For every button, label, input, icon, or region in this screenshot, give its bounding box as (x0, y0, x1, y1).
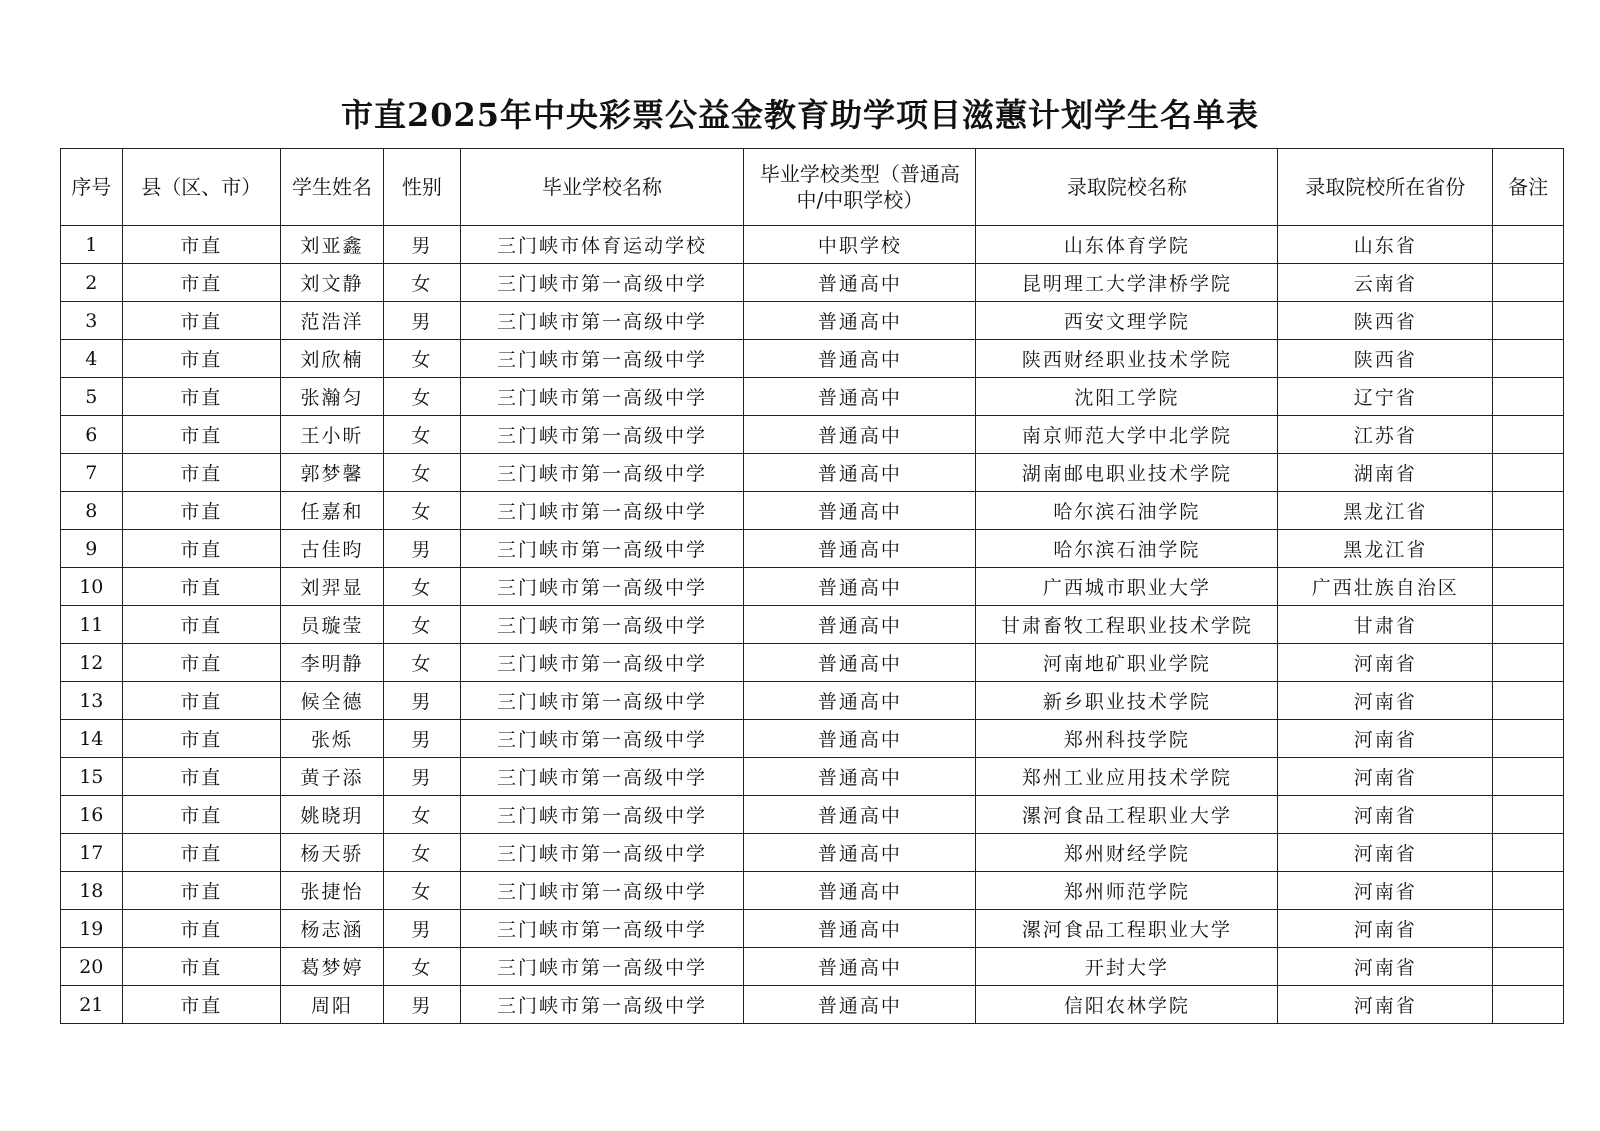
table-row (61, 530, 1564, 568)
cell-student-name: 葛梦婷 (281, 948, 384, 986)
cell-student-name: 周阳 (281, 986, 384, 1024)
table-row (61, 796, 1564, 834)
cell-graduating-school: 三门峡市第一高级中学 (460, 568, 744, 606)
cell-school-type: 普通高中 (744, 796, 976, 834)
cell-county: 市直 (122, 568, 280, 606)
cell-remarks (1493, 606, 1564, 644)
cell-index: 6 (61, 416, 123, 454)
cell-admitting-college: 开封大学 (976, 948, 1278, 986)
cell-remarks (1493, 758, 1564, 796)
header-gender: 性别 (383, 149, 460, 226)
cell-index: 13 (61, 682, 123, 720)
cell-county: 市直 (122, 720, 280, 758)
header-remarks: 备注 (1493, 149, 1564, 226)
cell-county: 市直 (122, 340, 280, 378)
header-graduating-school: 毕业学校名称 (460, 149, 744, 226)
cell-index: 5 (61, 378, 123, 416)
cell-college-province: 河南省 (1278, 986, 1493, 1024)
cell-remarks (1493, 340, 1564, 378)
cell-student-name: 张瀚匀 (281, 378, 384, 416)
cell-gender: 女 (383, 492, 460, 530)
table-header-row (61, 149, 1564, 226)
cell-school-type: 普通高中 (744, 264, 976, 302)
cell-index: 1 (61, 226, 123, 264)
table-row (61, 378, 1564, 416)
cell-college-province: 湖南省 (1278, 454, 1493, 492)
cell-gender: 男 (383, 682, 460, 720)
cell-gender: 女 (383, 340, 460, 378)
cell-graduating-school: 三门峡市第一高级中学 (460, 986, 744, 1024)
cell-graduating-school: 三门峡市第一高级中学 (460, 758, 744, 796)
cell-graduating-school: 三门峡市第一高级中学 (460, 796, 744, 834)
cell-admitting-college: 郑州工业应用技术学院 (976, 758, 1278, 796)
cell-gender: 女 (383, 606, 460, 644)
cell-gender: 男 (383, 758, 460, 796)
cell-school-type: 普通高中 (744, 872, 976, 910)
cell-school-type: 普通高中 (744, 758, 976, 796)
cell-college-province: 河南省 (1278, 644, 1493, 682)
cell-graduating-school: 三门峡市第一高级中学 (460, 682, 744, 720)
cell-county: 市直 (122, 302, 280, 340)
cell-remarks (1493, 492, 1564, 530)
cell-gender: 男 (383, 530, 460, 568)
cell-graduating-school: 三门峡市第一高级中学 (460, 454, 744, 492)
cell-remarks (1493, 834, 1564, 872)
cell-index: 19 (61, 910, 123, 948)
cell-student-name: 杨志涵 (281, 910, 384, 948)
cell-college-province: 河南省 (1278, 796, 1493, 834)
cell-remarks (1493, 454, 1564, 492)
table-row (61, 682, 1564, 720)
cell-remarks (1493, 568, 1564, 606)
table-row (61, 340, 1564, 378)
cell-gender: 女 (383, 948, 460, 986)
table-row (61, 910, 1564, 948)
cell-index: 8 (61, 492, 123, 530)
cell-gender: 女 (383, 568, 460, 606)
cell-remarks (1493, 644, 1564, 682)
cell-county: 市直 (122, 758, 280, 796)
table-row (61, 568, 1564, 606)
cell-index: 14 (61, 720, 123, 758)
cell-county: 市直 (122, 454, 280, 492)
cell-school-type: 普通高中 (744, 720, 976, 758)
cell-admitting-college: 沈阳工学院 (976, 378, 1278, 416)
cell-admitting-college: 昆明理工大学津桥学院 (976, 264, 1278, 302)
cell-graduating-school: 三门峡市第一高级中学 (460, 378, 744, 416)
table-row (61, 986, 1564, 1024)
cell-index: 9 (61, 530, 123, 568)
cell-college-province: 河南省 (1278, 720, 1493, 758)
cell-school-type: 普通高中 (744, 834, 976, 872)
cell-index: 10 (61, 568, 123, 606)
cell-graduating-school: 三门峡市第一高级中学 (460, 606, 744, 644)
page-title: 市直2025年中央彩票公益金教育助学项目滋蕙计划学生名单表 (340, 96, 1260, 134)
cell-county: 市直 (122, 834, 280, 872)
cell-graduating-school: 三门峡市第一高级中学 (460, 948, 744, 986)
cell-graduating-school: 三门峡市第一高级中学 (460, 644, 744, 682)
cell-graduating-school: 三门峡市第一高级中学 (460, 416, 744, 454)
student-roster-table (60, 148, 1564, 1024)
cell-remarks (1493, 378, 1564, 416)
table-row (61, 454, 1564, 492)
cell-gender: 男 (383, 226, 460, 264)
cell-student-name: 刘羿显 (281, 568, 384, 606)
cell-county: 市直 (122, 530, 280, 568)
header-college-province: 录取院校所在省份 (1278, 149, 1493, 226)
cell-admitting-college: 漯河食品工程职业大学 (976, 796, 1278, 834)
cell-index: 12 (61, 644, 123, 682)
cell-county: 市直 (122, 226, 280, 264)
cell-college-province: 河南省 (1278, 682, 1493, 720)
cell-gender: 男 (383, 720, 460, 758)
cell-admitting-college: 信阳农林学院 (976, 986, 1278, 1024)
cell-admitting-college: 新乡职业技术学院 (976, 682, 1278, 720)
cell-student-name: 范浩洋 (281, 302, 384, 340)
cell-remarks (1493, 948, 1564, 986)
cell-remarks (1493, 416, 1564, 454)
cell-gender: 女 (383, 834, 460, 872)
header-student-name: 学生姓名 (281, 149, 384, 226)
cell-gender: 女 (383, 378, 460, 416)
cell-college-province: 山东省 (1278, 226, 1493, 264)
cell-index: 17 (61, 834, 123, 872)
cell-college-province: 广西壮族自治区 (1278, 568, 1493, 606)
cell-student-name: 候全德 (281, 682, 384, 720)
cell-school-type: 普通高中 (744, 530, 976, 568)
cell-college-province: 甘肃省 (1278, 606, 1493, 644)
table-row (61, 226, 1564, 264)
cell-college-province: 河南省 (1278, 834, 1493, 872)
cell-school-type: 普通高中 (744, 492, 976, 530)
cell-school-type: 普通高中 (744, 416, 976, 454)
cell-index: 7 (61, 454, 123, 492)
cell-county: 市直 (122, 682, 280, 720)
table-row (61, 302, 1564, 340)
header-admitting-college: 录取院校名称 (976, 149, 1278, 226)
cell-gender: 女 (383, 264, 460, 302)
cell-school-type: 普通高中 (744, 340, 976, 378)
cell-student-name: 杨天骄 (281, 834, 384, 872)
table-row (61, 872, 1564, 910)
cell-gender: 女 (383, 796, 460, 834)
cell-index: 15 (61, 758, 123, 796)
cell-school-type: 普通高中 (744, 986, 976, 1024)
cell-student-name: 刘文静 (281, 264, 384, 302)
cell-graduating-school: 三门峡市第一高级中学 (460, 910, 744, 948)
cell-graduating-school: 三门峡市第一高级中学 (460, 720, 744, 758)
cell-college-province: 陕西省 (1278, 340, 1493, 378)
cell-school-type: 普通高中 (744, 948, 976, 986)
cell-gender: 女 (383, 872, 460, 910)
cell-index: 20 (61, 948, 123, 986)
cell-student-name: 郭梦馨 (281, 454, 384, 492)
cell-county: 市直 (122, 264, 280, 302)
cell-remarks (1493, 796, 1564, 834)
header-index: 序号 (61, 149, 123, 226)
cell-remarks (1493, 530, 1564, 568)
cell-student-name: 王小昕 (281, 416, 384, 454)
cell-county: 市直 (122, 948, 280, 986)
cell-student-name: 黄子添 (281, 758, 384, 796)
cell-graduating-school: 三门峡市第一高级中学 (460, 834, 744, 872)
cell-student-name: 刘欣楠 (281, 340, 384, 378)
cell-student-name: 张烁 (281, 720, 384, 758)
cell-college-province: 黑龙江省 (1278, 530, 1493, 568)
cell-admitting-college: 山东体育学院 (976, 226, 1278, 264)
cell-remarks (1493, 720, 1564, 758)
cell-admitting-college: 陕西财经职业技术学院 (976, 340, 1278, 378)
cell-college-province: 河南省 (1278, 948, 1493, 986)
cell-student-name: 姚晓玥 (281, 796, 384, 834)
cell-student-name: 古佳昀 (281, 530, 384, 568)
cell-student-name: 员璇莹 (281, 606, 384, 644)
cell-school-type: 普通高中 (744, 378, 976, 416)
cell-remarks (1493, 264, 1564, 302)
cell-remarks (1493, 302, 1564, 340)
cell-admitting-college: 湖南邮电职业技术学院 (976, 454, 1278, 492)
cell-remarks (1493, 910, 1564, 948)
cell-admitting-college: 甘肃畜牧工程职业技术学院 (976, 606, 1278, 644)
cell-gender: 男 (383, 302, 460, 340)
cell-county: 市直 (122, 416, 280, 454)
table-row (61, 416, 1564, 454)
cell-remarks (1493, 682, 1564, 720)
cell-graduating-school: 三门峡市第一高级中学 (460, 302, 744, 340)
cell-county: 市直 (122, 872, 280, 910)
cell-college-province: 黑龙江省 (1278, 492, 1493, 530)
cell-remarks (1493, 986, 1564, 1024)
cell-school-type: 普通高中 (744, 454, 976, 492)
cell-school-type: 普通高中 (744, 568, 976, 606)
cell-admitting-college: 南京师范大学中北学院 (976, 416, 1278, 454)
cell-college-province: 江苏省 (1278, 416, 1493, 454)
cell-county: 市直 (122, 796, 280, 834)
table-row (61, 834, 1564, 872)
cell-admitting-college: 河南地矿职业学院 (976, 644, 1278, 682)
table-row (61, 758, 1564, 796)
cell-gender: 女 (383, 416, 460, 454)
cell-graduating-school: 三门峡市第一高级中学 (460, 492, 744, 530)
cell-graduating-school: 三门峡市第一高级中学 (460, 340, 744, 378)
cell-county: 市直 (122, 378, 280, 416)
cell-college-province: 河南省 (1278, 910, 1493, 948)
cell-remarks (1493, 226, 1564, 264)
table-body (61, 226, 1564, 1024)
cell-college-province: 云南省 (1278, 264, 1493, 302)
cell-admitting-college: 漯河食品工程职业大学 (976, 910, 1278, 948)
header-school-type: 毕业学校类型（普通高中/中职学校） (744, 149, 976, 226)
cell-index: 16 (61, 796, 123, 834)
cell-college-province: 陕西省 (1278, 302, 1493, 340)
cell-student-name: 张捷怡 (281, 872, 384, 910)
cell-gender: 女 (383, 454, 460, 492)
cell-school-type: 普通高中 (744, 682, 976, 720)
cell-school-type: 普通高中 (744, 910, 976, 948)
cell-county: 市直 (122, 606, 280, 644)
table-row (61, 948, 1564, 986)
cell-admitting-college: 广西城市职业大学 (976, 568, 1278, 606)
cell-admitting-college: 哈尔滨石油学院 (976, 530, 1278, 568)
cell-gender: 男 (383, 910, 460, 948)
table-row (61, 264, 1564, 302)
cell-college-province: 河南省 (1278, 872, 1493, 910)
cell-college-province: 河南省 (1278, 758, 1493, 796)
cell-index: 2 (61, 264, 123, 302)
header-county: 县（区、市） (122, 149, 280, 226)
cell-county: 市直 (122, 492, 280, 530)
cell-school-type: 普通高中 (744, 606, 976, 644)
table-row (61, 492, 1564, 530)
cell-student-name: 刘亚鑫 (281, 226, 384, 264)
cell-school-type: 普通高中 (744, 644, 976, 682)
cell-remarks (1493, 872, 1564, 910)
cell-county: 市直 (122, 986, 280, 1024)
cell-graduating-school: 三门峡市第一高级中学 (460, 264, 744, 302)
cell-graduating-school: 三门峡市第一高级中学 (460, 872, 744, 910)
cell-county: 市直 (122, 644, 280, 682)
table-row (61, 720, 1564, 758)
cell-admitting-college: 郑州师范学院 (976, 872, 1278, 910)
cell-graduating-school: 三门峡市体育运动学校 (460, 226, 744, 264)
cell-college-province: 辽宁省 (1278, 378, 1493, 416)
cell-gender: 男 (383, 986, 460, 1024)
table-row (61, 606, 1564, 644)
table-row (61, 644, 1564, 682)
cell-student-name: 李明静 (281, 644, 384, 682)
cell-admitting-college: 郑州科技学院 (976, 720, 1278, 758)
cell-admitting-college: 哈尔滨石油学院 (976, 492, 1278, 530)
cell-index: 11 (61, 606, 123, 644)
cell-index: 3 (61, 302, 123, 340)
cell-index: 4 (61, 340, 123, 378)
cell-admitting-college: 郑州财经学院 (976, 834, 1278, 872)
cell-student-name: 任嘉和 (281, 492, 384, 530)
cell-county: 市直 (122, 910, 280, 948)
cell-graduating-school: 三门峡市第一高级中学 (460, 530, 744, 568)
cell-index: 18 (61, 872, 123, 910)
cell-school-type: 普通高中 (744, 302, 976, 340)
cell-admitting-college: 西安文理学院 (976, 302, 1278, 340)
cell-gender: 女 (383, 644, 460, 682)
cell-index: 21 (61, 986, 123, 1024)
cell-school-type: 中职学校 (744, 226, 976, 264)
